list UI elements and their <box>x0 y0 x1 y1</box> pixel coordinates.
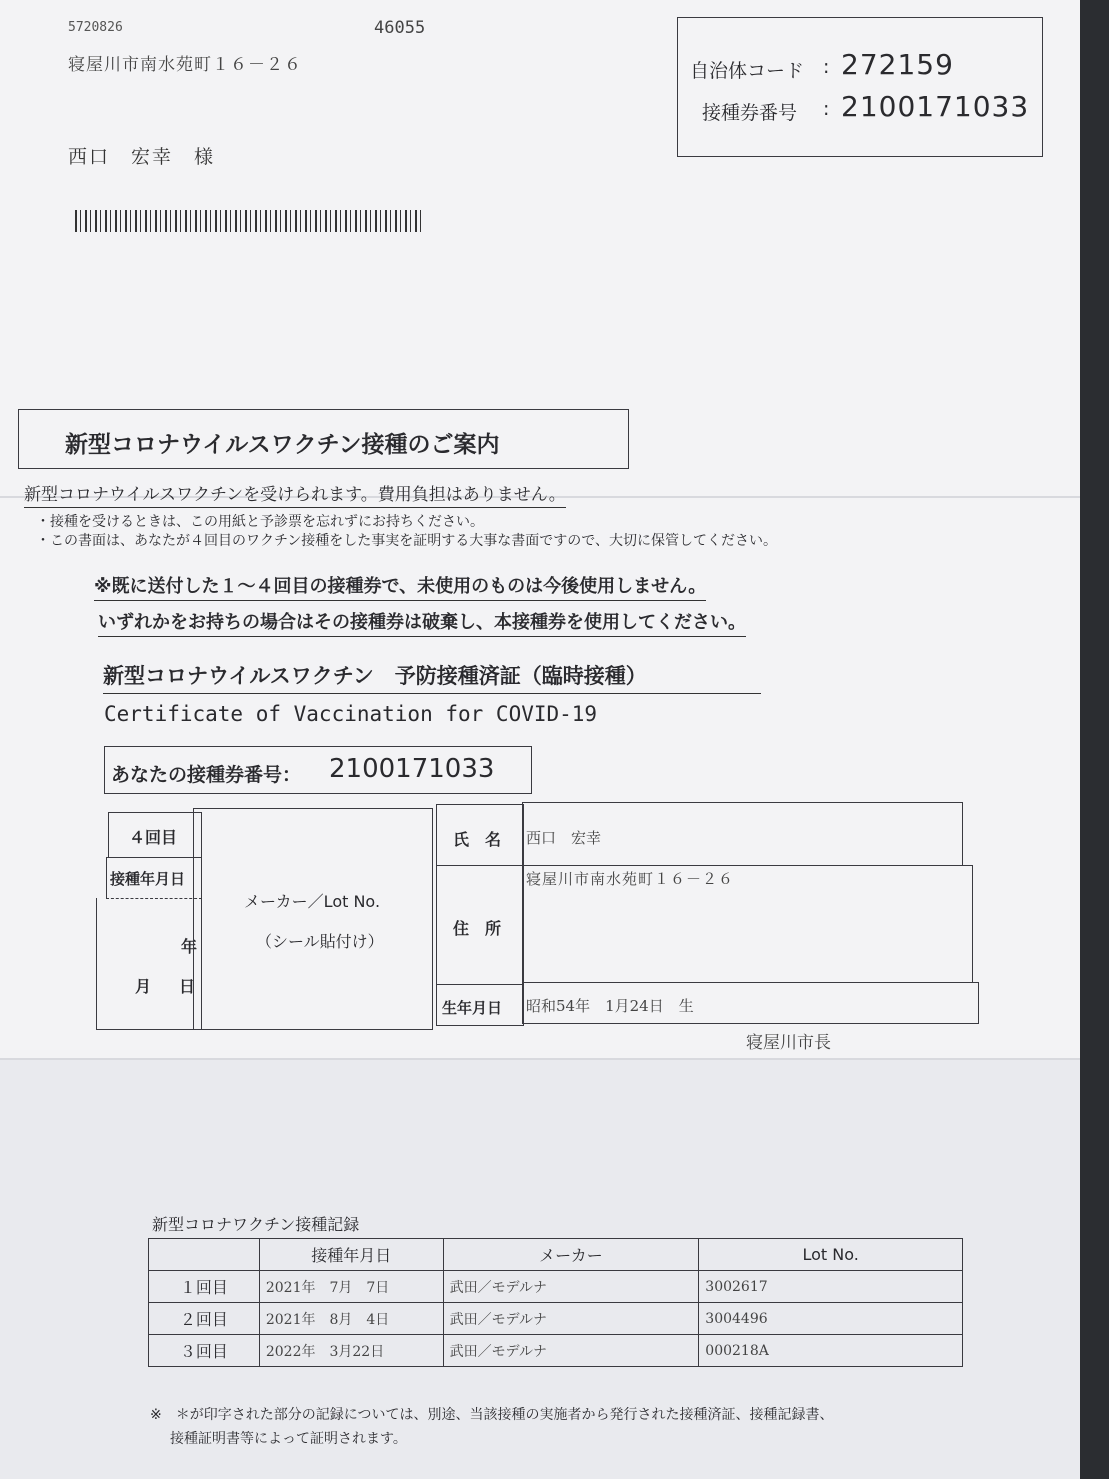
ticket-number-value: 2100171033 <box>841 90 1030 123</box>
address-label-cell <box>436 865 524 985</box>
name-label-cell <box>436 804 524 866</box>
certificate-title-ja: 新型コロナウイルスワクチン 予防接種済証（臨時接種） <box>103 660 761 694</box>
postal-barcode <box>75 210 425 232</box>
fold-line <box>0 1058 1080 1060</box>
postal-code: 5720826 <box>68 20 123 35</box>
address-label: 住 所 <box>453 919 502 938</box>
birth-date-label: 生年月日 <box>442 999 503 1017</box>
your-ticket-label: あなたの接種券番号： <box>111 764 302 786</box>
address-value: 寝屋川市南水苑町１６－２６ <box>526 870 735 888</box>
maker-lot-cell <box>193 808 433 1030</box>
ticket-number-label: 接種券番号 <box>702 102 798 124</box>
municipality-code-value: 272159 <box>841 48 954 81</box>
footnote-line: 接種証明書等によって証明されます。 <box>170 1431 407 1447</box>
table-row <box>149 1303 963 1335</box>
colon: : <box>823 56 830 78</box>
table-header-row <box>149 1239 963 1271</box>
warning-line: いずれかをお持ちの場合はその接種券は破棄し、本接種券を使用してください。 <box>98 608 746 637</box>
year-label: 年 <box>181 937 198 956</box>
date-cell: 2021年 7月 7日 <box>259 1271 443 1303</box>
dose-number: ４回目 <box>129 828 178 847</box>
column-header: 接種年月日 <box>259 1239 443 1271</box>
month-label: 月 <box>135 977 152 996</box>
birth-value-cell <box>522 982 979 1024</box>
dose-cell: ３回目 <box>149 1335 260 1367</box>
address-value-cell <box>522 865 973 983</box>
maker-cell: 武田／モデルナ <box>443 1271 699 1303</box>
footnote-line: ※ ＊が印字された部分の記録については、別途、当該接種の実施者から発行された接種済証、接種記録書、 <box>150 1407 834 1423</box>
name-label: 氏 名 <box>453 830 502 849</box>
column-header: Lot No. <box>699 1239 963 1271</box>
vaccination-date-label: 接種年月日 <box>110 870 186 888</box>
title-box <box>18 409 629 469</box>
record-title: 新型コロナワクチン接種記録 <box>152 1215 360 1234</box>
table-row <box>149 1335 963 1367</box>
date-cell: 2022年 3月22日 <box>259 1335 443 1367</box>
certificate-title-en: Certificate of Vaccination for COVID-19 <box>104 702 598 726</box>
ticket-number-box <box>104 746 532 794</box>
date-label-cell <box>106 857 202 899</box>
lot-cell: 000218A <box>699 1335 963 1367</box>
vaccination-record-table <box>148 1238 963 1367</box>
colon: : <box>823 98 830 120</box>
reference-number: 46055 <box>374 18 426 38</box>
dose-cell <box>108 812 202 858</box>
date-cell: 2021年 8月 4日 <box>259 1303 443 1335</box>
warning-line: ※既に送付した１～４回目の接種券で、未使用のものは今後使用しません。 <box>94 572 706 601</box>
document-title: 新型コロナウイルスワクチン接種のご案内 <box>65 432 500 458</box>
sticker-label: （シール貼付け） <box>256 932 384 951</box>
table-row <box>149 1271 963 1303</box>
dose-cell: ２回目 <box>149 1303 260 1335</box>
your-ticket-value: 2100171033 <box>329 754 495 784</box>
maker-lot-label: メーカー／Lot No. <box>244 892 381 911</box>
municipality-code-label: 自治体コード <box>690 60 805 82</box>
name-value: 西口 宏幸 <box>526 829 602 847</box>
maker-cell: 武田／モデルナ <box>443 1335 699 1367</box>
column-header <box>149 1239 260 1271</box>
eligibility-notice: 新型コロナウイルスワクチンを受けられます。費用負担はありません。 <box>24 480 566 508</box>
notice-bullet: ・この書面は、あなたが４回目のワクチン接種をした事実を証明する大事な書面ですので、大切に保管してください。 <box>36 533 778 549</box>
day-label: 日 <box>179 977 196 996</box>
maker-cell: 武田／モデルナ <box>443 1303 699 1335</box>
column-header: メーカー <box>443 1239 699 1271</box>
recipient-name: 西口 宏幸 様 <box>68 146 216 168</box>
birth-date-value: 昭和54年 1月24日 生 <box>526 997 694 1015</box>
date-entry-cell <box>96 898 202 1030</box>
code-box <box>677 17 1043 157</box>
lot-cell: 3002617 <box>699 1271 963 1303</box>
issuer: 寝屋川市長 <box>746 1033 831 1053</box>
name-value-cell <box>522 802 963 866</box>
lot-cell: 3004496 <box>699 1303 963 1335</box>
dose-cell: １回目 <box>149 1271 260 1303</box>
birth-label-cell <box>436 984 524 1026</box>
notice-bullet: ・接種を受けるときは、この用紙と予診票を忘れずにお持ちください。 <box>36 514 484 530</box>
mailing-address: 寝屋川市南水苑町１６－２６ <box>68 55 302 75</box>
